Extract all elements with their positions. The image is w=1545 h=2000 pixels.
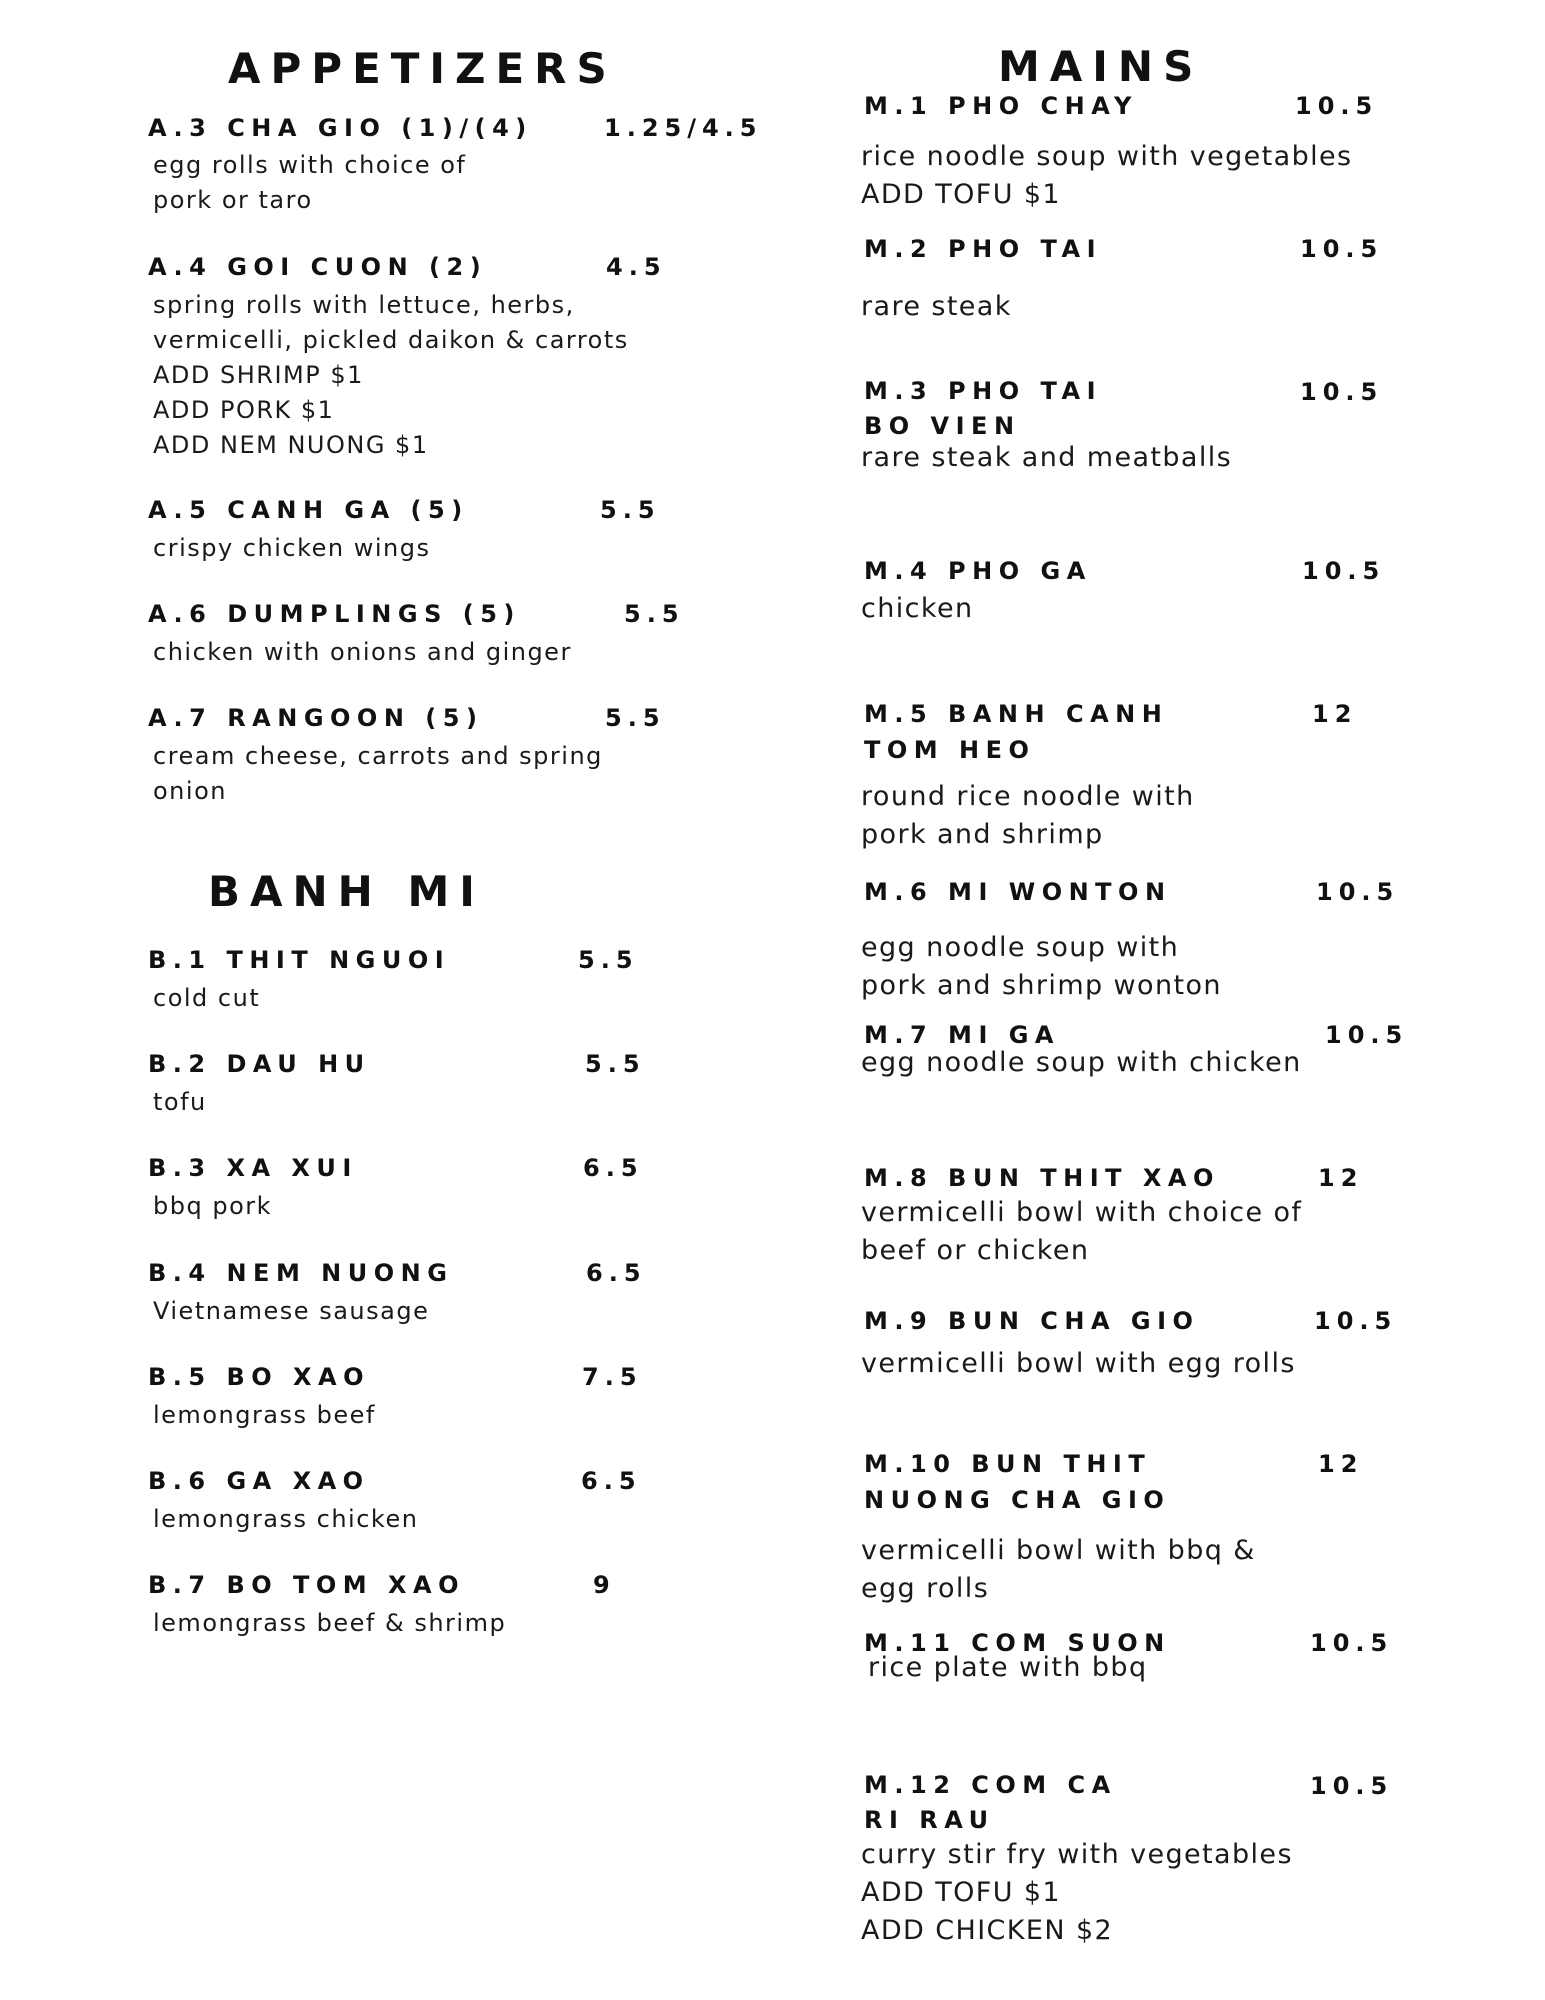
desc-line: crispy chicken wings [153,534,431,562]
item-name [864,1303,1199,1339]
desc-line: ADD TOFU $1 [861,179,1062,210]
item-description [153,1398,376,1433]
item-name [864,553,1092,589]
desc-line: ADD TOFU $1 [861,1877,1062,1908]
item-description [868,1649,1148,1687]
item-name: A.6 DUMPLINGS (5) [148,600,521,628]
item-description [153,148,466,218]
item-price: 10.5 [1295,92,1379,120]
item-name: B.5 BO XAO [148,1363,370,1391]
item-price: 12 [1318,1164,1364,1192]
item-name [864,231,1102,267]
desc-line: ADD SHRIMP $1 [153,361,364,389]
item-name: A.7 RANGOON (5) [148,704,484,732]
item-description [153,288,629,463]
item-description [153,1606,506,1641]
desc-line: onion [153,777,227,805]
name-line: NUONG CHA GIO [864,1486,1171,1514]
name-line: BO VIEN [864,412,1021,440]
item-name: B.3 XA XUI [148,1154,358,1182]
desc-line: curry stir fry with vegetables [861,1839,1293,1870]
item-price: 5.5 [578,946,639,974]
item-name: A.3 CHA GIO (1)/(4) [148,114,533,142]
desc-line: rare steak and meatballs [861,442,1233,473]
item-description [153,1502,418,1537]
desc-line: lemongrass beef [153,1401,376,1429]
item-name [864,88,1138,124]
item-price: 10.5 [1310,1629,1394,1657]
item-price: 10.5 [1325,1021,1409,1049]
mains-heading: MAINS [998,42,1204,91]
item-price: 4.5 [606,253,667,281]
item-price: 10.5 [1300,378,1384,406]
desc-line: vermicelli bowl with egg rolls [861,1348,1296,1379]
desc-line: bbq pork [153,1192,273,1220]
desc-line: cold cut [153,984,261,1012]
item-description [861,1532,1256,1608]
item-description [861,138,1353,214]
item-price: 10.5 [1302,557,1386,585]
item-name [864,374,1102,444]
item-price: 12 [1312,700,1358,728]
desc-line: spring rolls with lettuce, herbs, [153,291,575,319]
name-line: M.11 COM SUON [864,1629,1171,1657]
item-name: B.4 NEM NUONG [148,1259,454,1287]
item-description [153,1189,272,1224]
item-name [864,1446,1170,1518]
name-line: RI RAU [864,1806,995,1834]
desc-line: pork and shrimp wonton [861,970,1222,1001]
name-line: M.3 PHO TAI [864,377,1102,405]
item-price: 6.5 [581,1467,642,1495]
desc-line: lemongrass beef & shrimp [153,1609,507,1637]
item-name: A.5 CANH GA (5) [148,496,469,524]
item-price: 12 [1318,1450,1364,1478]
name-line: M.12 COM CA [864,1771,1117,1799]
item-price: 5.5 [585,1050,646,1078]
item-description [153,739,603,809]
item-price: 10.5 [1314,1307,1398,1335]
desc-line: vermicelli, pickled daikon & carrots [153,326,629,354]
desc-line: tofu [153,1088,207,1116]
name-line: M.5 BANH CANH [864,700,1169,728]
item-description [861,590,974,628]
item-price: 5.5 [624,600,685,628]
item-description [861,1044,1302,1082]
item-description [153,1294,429,1329]
name-line: TOM HEO [864,736,1036,764]
item-description [861,439,1232,477]
item-description [153,531,430,566]
desc-line: vermicelli bowl with choice of [861,1197,1303,1228]
desc-line: beef or chicken [861,1235,1090,1266]
name-line: M.4 PHO GA [864,557,1092,585]
desc-line: egg noodle soup with chicken [861,1047,1302,1078]
item-price: 5.5 [605,704,666,732]
banh-mi-heading: BANH MI [208,867,485,916]
item-price: 6.5 [583,1154,644,1182]
item-name [864,696,1168,768]
name-line: M.6 MI WONTON [864,878,1172,906]
item-description [153,635,572,670]
desc-line: egg noodle soup with [861,932,1180,963]
item-description [861,288,1012,326]
item-name: B.6 GA XAO [148,1467,370,1495]
desc-line: rice noodle soup with vegetables [861,141,1353,172]
desc-line: chicken with onions and ginger [153,638,572,666]
item-price: 9 [593,1571,616,1599]
item-description [153,1085,207,1120]
item-name: B.7 BO TOM XAO [148,1571,466,1599]
desc-line: egg rolls [861,1573,990,1604]
item-price: 5.5 [600,496,661,524]
desc-line: ADD NEM NUONG $1 [153,431,429,459]
desc-line: ADD PORK $1 [153,396,335,424]
desc-line: rice plate with bbq [868,1652,1148,1683]
desc-line: cream cheese, carrots and spring [153,742,603,770]
name-line: M.2 PHO TAI [864,235,1102,263]
item-price: 10.5 [1310,1772,1394,1800]
name-line: M.1 PHO CHAY [864,92,1138,120]
desc-line: ADD CHICKEN $2 [861,1915,1114,1946]
item-description [861,778,1195,854]
item-price: 6.5 [586,1259,647,1287]
item-description [153,981,260,1016]
name-line: M.8 BUN THIT XAO [864,1164,1220,1192]
item-price: 7.5 [582,1363,643,1391]
item-name: B.1 THIT NGUOI [148,946,451,974]
item-description [861,929,1222,1005]
desc-line: Vietnamese sausage [153,1297,430,1325]
desc-line: lemongrass chicken [153,1505,419,1533]
name-line: M.10 BUN THIT [864,1450,1152,1478]
item-name [864,1768,1117,1838]
name-line: M.7 MI GA [864,1021,1060,1049]
desc-line: egg rolls with choice of [153,151,467,179]
name-line: M.9 BUN CHA GIO [864,1307,1200,1335]
appetizers-heading: APPETIZERS [228,44,617,93]
item-price: 10.5 [1316,878,1400,906]
item-name [864,874,1172,910]
item-price: 1.25/4.5 [604,114,763,142]
desc-line: vermicelli bowl with bbq & [861,1535,1256,1566]
item-price: 10.5 [1300,235,1384,263]
item-description [861,1345,1296,1383]
desc-line: pork or taro [153,186,313,214]
item-name [864,1160,1220,1196]
desc-line: round rice noodle with [861,781,1195,812]
item-name: B.2 DAU HU [148,1050,371,1078]
desc-line: chicken [861,593,974,624]
item-description [861,1194,1302,1270]
desc-line: pork and shrimp [861,819,1104,850]
desc-line: rare steak [861,291,1012,322]
item-description [861,1836,1293,1950]
item-name: A.4 GOI CUON (2) [148,253,488,281]
